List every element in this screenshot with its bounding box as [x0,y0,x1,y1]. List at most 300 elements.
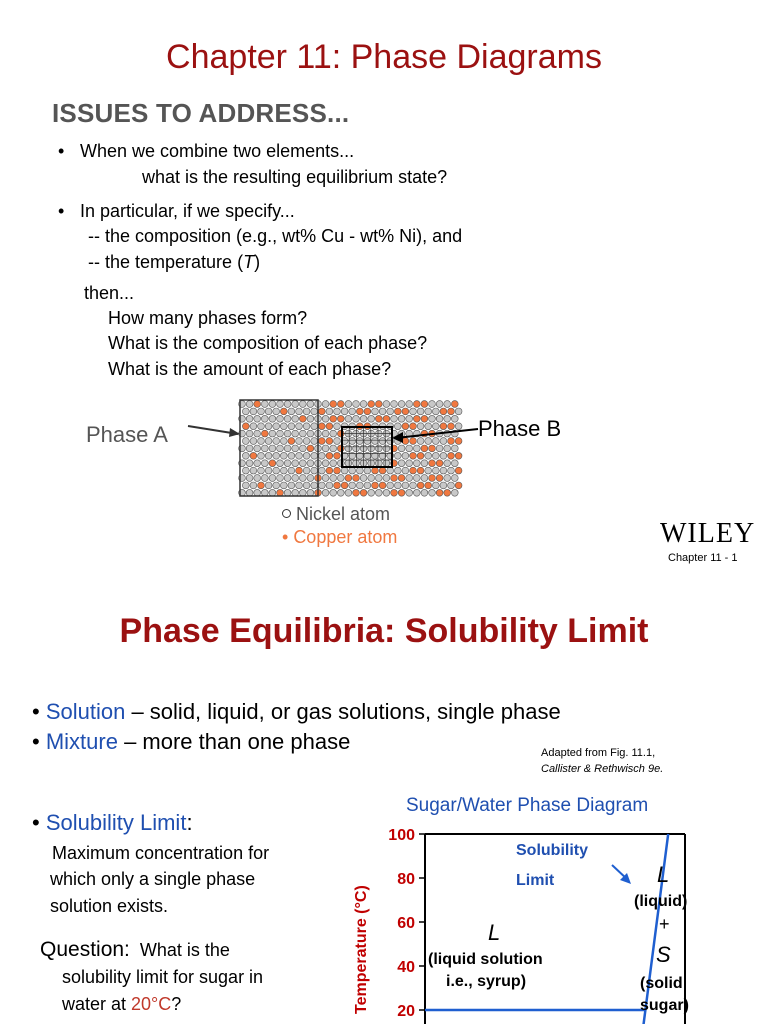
bullet2-line1: In particular, if we specify... [80,201,295,221]
nickel-atom [379,408,386,415]
question-temp: 20°C [131,994,172,1014]
nickel-atom [254,445,261,452]
nickel-atom [402,467,409,474]
nickel-atom [261,415,268,422]
copper-atom [353,489,360,496]
question-text3: water at [62,994,132,1014]
nickel-atom [334,408,341,415]
region-left-symbol: L [488,920,501,945]
nickel-atom [353,401,360,408]
copper-atom [402,423,409,430]
copper-atom [280,408,287,415]
nickel-atom [391,415,398,422]
def-line1: Maximum concentration for [52,843,270,863]
copper-atom [402,408,409,415]
nickel-atom [280,452,287,459]
nickel-atom [444,415,451,422]
nickel-atom [375,489,382,496]
copper-atom [364,408,371,415]
nickel-atom [372,408,379,415]
nickel-atom [265,408,272,415]
copper-atom [451,401,458,408]
copper-atom [448,408,455,415]
copper-atom [413,415,420,422]
nickel-atom [311,408,318,415]
nickel-atom [307,415,314,422]
nickel-atom [368,460,375,467]
nickel-atom [345,415,352,422]
nickel-atom [368,415,375,422]
nickel-atom [246,415,253,422]
region-right-solid1: (solid [640,975,683,992]
copper-atom [444,489,451,496]
question-line2: solubility limit for sugar in [62,967,264,987]
nickel-atom [448,467,455,474]
nickel-atom [387,467,394,474]
nickel-atom [254,430,261,437]
copper-atom [372,467,379,474]
bullet2-line2: -- the composition (e.g., wt% Cu - wt% Ni), and [88,226,463,246]
nickel-atom [383,460,390,467]
y-axis-label: Temperature (°C) [353,885,370,1014]
nickel-atom [307,489,314,496]
y-tick-label: 40 [397,959,415,976]
nickel-atom [444,445,451,452]
copper-atom [391,489,398,496]
nickel-atom [345,445,352,452]
y-tick-label: 20 [397,1003,415,1020]
region-right-S: S [656,942,671,967]
nickel-atom [318,482,325,489]
nickel-atom [254,415,261,422]
copper-atom [455,438,462,445]
copper-atom [429,460,436,467]
nickel-atom [250,467,257,474]
issues-heading: ISSUES TO ADDRESS... [52,98,350,128]
nickel-atom [242,408,249,415]
nickel-atom [360,401,367,408]
nickel-atom [280,438,287,445]
nickel-atom [303,408,310,415]
nickel-atom [265,452,272,459]
copper-atom [341,482,348,489]
nickel-atom [284,489,291,496]
nickel-atom [436,445,443,452]
copper-atom [413,401,420,408]
nickel-atom [296,438,303,445]
atom-lattice-illustration [180,392,600,512]
nickel-atom [330,489,337,496]
nickel-atom [406,489,413,496]
nickel-atom [265,438,272,445]
chart-title [406,795,648,817]
nickel-atom [451,415,458,422]
bullet1-line1: When we combine two elements... [80,141,355,161]
copper-atom [448,438,455,445]
nickel-atom [311,467,318,474]
nickel-atom [402,452,409,459]
nickel-atom [242,438,249,445]
nickel-atom [334,438,341,445]
nickel-atom [311,482,318,489]
nickel-atom [436,401,443,408]
nickel-atom [425,467,432,474]
legend-nickel [282,504,390,525]
copper-atom [318,438,325,445]
copper-atom [258,482,265,489]
nickel-atom [394,467,401,474]
nickel-atom [375,445,382,452]
nickel-atom [284,475,291,482]
nickel-atom [284,460,291,467]
page-label: Chapter 11 - 1 [668,552,738,564]
copper-atom [334,452,341,459]
nickel-atom [337,460,344,467]
nickel-atom [326,482,333,489]
nickel-atom [451,460,458,467]
nickel-atom [269,475,276,482]
copper-atom [345,475,352,482]
copper-atom [410,438,417,445]
nickel-atom [299,489,306,496]
nickel-atom [296,423,303,430]
nickel-atom [277,445,284,452]
nickel-atom [322,460,329,467]
nickel-atom [410,408,417,415]
copper-atom [410,423,417,430]
nickel-atom [303,452,310,459]
def-line3: solution exists. [50,896,169,916]
nickel-atom [292,401,299,408]
copper-atom [455,452,462,459]
nickel-atom [250,482,257,489]
nickel-atom [273,423,280,430]
nickel-atom [413,460,420,467]
nickel-atom [299,430,306,437]
nickel-atom [299,460,306,467]
chart-axes [425,834,688,1024]
copper-atom [436,460,443,467]
nickel-atom [273,467,280,474]
nickel-atom [261,460,268,467]
nickel-atom [242,452,249,459]
nickel-atom [265,467,272,474]
copper-atom [421,445,428,452]
copper-atom [429,475,436,482]
nickel-atom [364,482,371,489]
copper-atom [421,415,428,422]
copper-atom [277,489,284,496]
copper-atom [360,489,367,496]
nickel-atom [307,430,314,437]
copper-atom [398,475,405,482]
nickel-atom [334,423,341,430]
phase-b-label: Phase B [478,416,562,441]
nickel-atom [307,401,314,408]
nickel-atom [398,415,405,422]
copper-atom [440,408,447,415]
nickel-atom [246,430,253,437]
region-right-liquid: (liquid) [634,893,688,910]
nickel-atom [322,415,329,422]
nickel-atom [292,460,299,467]
question-text1: What is the [139,940,230,960]
copper-atom [410,467,417,474]
y-tick-label: 60 [397,915,415,932]
nickel-atom [455,408,462,415]
copper-atom [410,452,417,459]
nickel-atom [269,489,276,496]
nickel-atom [318,452,325,459]
copper-atom [436,475,443,482]
copper-atom [398,489,405,496]
nickel-atom [258,452,265,459]
copper-atom [429,445,436,452]
mixture-def: – more than one phase [117,729,351,754]
nickel-atom [391,401,398,408]
copper-atom [379,467,386,474]
nickel-atom [330,460,337,467]
copper-atom [375,415,382,422]
nickel-atom [364,438,371,445]
nickel-atom [410,482,417,489]
nickel-atom [288,423,295,430]
copper-atom [326,423,333,430]
copper-atom [296,467,303,474]
nickel-atom [383,489,390,496]
chart-ticks [388,827,425,1020]
region-left-line2: i.e., syrup) [446,973,527,990]
nickel-atom [254,460,261,467]
nickel-atom [349,438,356,445]
nickel-atom [273,452,280,459]
nickel-atom [277,475,284,482]
temp-post: ) [254,252,261,272]
nickel-atom [394,423,401,430]
nickel-atom [406,475,413,482]
question-label: Question: [40,938,130,961]
nickel-atom [292,445,299,452]
nickel-atom [444,460,451,467]
solubility-term: Solubility Limit [45,810,187,835]
nickel-atom [413,489,420,496]
nickel-atom [250,408,257,415]
question-line3 [62,994,181,1015]
nickel-atom [269,401,276,408]
copper-atom [448,423,455,430]
nickel-atom [277,430,284,437]
nickel-atom [322,489,329,496]
copper-atom [269,460,276,467]
bullet-solubility: • Solubility Limit: [32,810,193,835]
nickel-atom [246,475,253,482]
nickel-atom [444,401,451,408]
nickel-atom [299,445,306,452]
nickel-atom [250,438,257,445]
nickel-atom [353,445,360,452]
copper-atom [307,445,314,452]
nickel-atom [353,415,360,422]
nickel-atom [387,408,394,415]
nickel-atom [349,482,356,489]
copper-atom [436,489,443,496]
nickel-atom [303,482,310,489]
nickel-atom [425,408,432,415]
nickel-atom [440,438,447,445]
nickel-atom [292,430,299,437]
copper-atom [337,445,344,452]
bullet2-line3 [88,252,260,273]
nickel-atom [440,467,447,474]
nickel-atom [451,489,458,496]
nickel-atom [353,460,360,467]
nickel-atom [394,482,401,489]
nickel-atom [387,482,394,489]
nickel-atom [273,438,280,445]
copper-atom [417,482,424,489]
nickel-atom [330,430,337,437]
legend-nickel-label: Nickel atom [296,504,391,524]
copper-atom [261,430,268,437]
mixture-term: Mixture [45,729,118,754]
wiley-logo: WILEY [660,518,756,549]
nickel-atom [402,482,409,489]
nickel-atom [429,415,436,422]
nickel-atom [429,401,436,408]
legend-copper-label: Copper atom [293,527,398,547]
copper-atom-icon: • [282,527,294,547]
nickel-atom [432,423,439,430]
copper-atom [330,415,337,422]
nickel-atom [258,467,265,474]
nickel-atom [246,460,253,467]
nickel-atom [322,475,329,482]
nickel-atom [292,489,299,496]
solution-def: – solid, liquid, or gas solutions, single phase [125,699,561,724]
nickel-atom [322,430,329,437]
chart-title-text: Sugar/Water Phase Diagram [406,795,649,816]
nickel-atom [303,438,310,445]
nickel-atom [368,489,375,496]
question-composition: What is the composition of each phase? [108,333,428,353]
nickel-atom [288,452,295,459]
nickel-atom [322,445,329,452]
nickel-atom [296,452,303,459]
copper-atom [368,401,375,408]
region-right-plus: + [659,914,670,934]
nickel-atom [269,415,276,422]
nickel-atom [398,401,405,408]
copper-atom [334,482,341,489]
nickel-atom [383,401,390,408]
nickel-atom [330,475,337,482]
temp-var: T [243,252,255,272]
nickel-atom [375,475,382,482]
nickel-atom [303,423,310,430]
copper-atom [440,423,447,430]
copper-atom [337,415,344,422]
bullet-dot: • [58,141,65,161]
copper-atom [250,452,257,459]
nickel-atom [406,445,413,452]
nickel-atom [299,475,306,482]
copper-atom [372,482,379,489]
copper-atom [402,438,409,445]
nickel-atom [360,415,367,422]
solubility-label-2: Limit [516,872,555,889]
copper-atom [254,401,261,408]
copper-atom [330,401,337,408]
nickel-atom [311,452,318,459]
nickel-atom [364,467,371,474]
nickel-atom [280,482,287,489]
def-line2: which only a single phase [50,869,256,889]
bullet1-line2: what is the resulting equilibrium state? [142,167,448,187]
nickel-atom [258,423,265,430]
nickel-atom [250,423,257,430]
nickel-atom [265,423,272,430]
nickel-atom [254,475,261,482]
copper-atom [383,415,390,422]
solubility-colon: : [186,810,193,835]
nickel-atom [261,401,268,408]
nickel-atom [246,401,253,408]
nickel-atom-icon [282,509,291,518]
nickel-atom [432,467,439,474]
nickel-atom [455,423,462,430]
copper-atom [356,408,363,415]
nickel-atom [269,445,276,452]
nickel-atom [440,482,447,489]
nickel-atom [292,475,299,482]
nickel-atom [368,475,375,482]
nickel-atom [242,482,249,489]
nickel-atom [349,408,356,415]
nickel-atom [273,408,280,415]
nickel-atom [303,467,310,474]
solubility-label-1: Solubility [516,842,588,859]
nickel-atom [383,445,390,452]
question-line1 [40,938,230,962]
nickel-atom [417,423,424,430]
copper-atom [288,438,295,445]
nickel-atom [284,401,291,408]
nickel-atom [261,489,268,496]
nickel-atom [398,445,405,452]
copper-atom [455,482,462,489]
nickel-atom [269,430,276,437]
copper-atom [379,482,386,489]
nickel-atom [280,423,287,430]
copper-atom [448,452,455,459]
nickel-atom [258,408,265,415]
nickel-atom [413,445,420,452]
copper-atom [326,438,333,445]
nickel-atom [337,489,344,496]
nickel-atom [322,401,329,408]
nickel-atom [345,489,352,496]
nickel-atom [406,401,413,408]
nickel-atom [356,467,363,474]
nickel-atom [413,475,420,482]
nickel-atom [444,475,451,482]
temp-pre: -- the temperature ( [88,252,244,272]
bullet-solution: • Solution – solid, liquid, or gas solutions, single phase [32,699,561,724]
phase-diagram-chart [340,818,720,1024]
nickel-atom [277,415,284,422]
nickel-atom [432,452,439,459]
adapted-line1: Adapted from Fig. 11.1, [541,747,656,759]
